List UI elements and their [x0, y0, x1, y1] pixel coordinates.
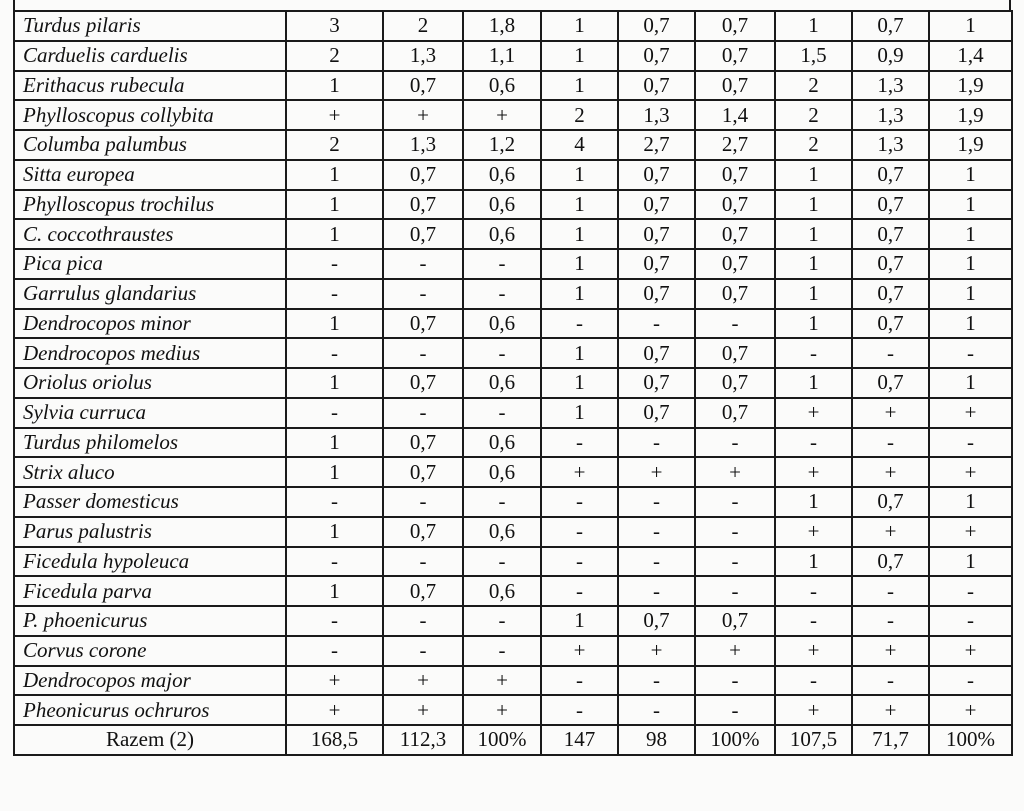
value-cell: 1 [929, 368, 1012, 398]
value-cell: 168,5 [286, 725, 383, 755]
value-cell: 1 [541, 338, 618, 368]
value-cell: 1 [929, 547, 1012, 577]
table-row [14, 576, 1012, 606]
value-cell: 1,4 [929, 41, 1012, 71]
value-cell: 0,7 [383, 309, 463, 339]
value-cell: 0,6 [463, 190, 541, 220]
value-cell: - [541, 666, 618, 696]
value-cell: 0,7 [618, 279, 695, 309]
value-cell: 0,7 [695, 368, 775, 398]
value-cell: 1 [929, 160, 1012, 190]
value-cell: 1 [286, 160, 383, 190]
value-cell: 0,7 [695, 41, 775, 71]
value-cell: 1 [775, 219, 852, 249]
value-cell: 1 [929, 249, 1012, 279]
value-cell: 0,7 [618, 338, 695, 368]
value-cell: 2 [541, 100, 618, 130]
value-cell: + [695, 636, 775, 666]
value-cell: 0,7 [695, 160, 775, 190]
value-cell: - [775, 606, 852, 636]
value-cell: + [775, 398, 852, 428]
value-cell: 1 [286, 576, 383, 606]
species-name: C. coccothraustes [14, 219, 286, 249]
value-cell: 0,7 [383, 428, 463, 458]
value-cell: 0,7 [852, 219, 929, 249]
value-cell: - [618, 666, 695, 696]
species-abundance-table [13, 10, 1013, 756]
table-row [14, 100, 1012, 130]
value-cell: 1 [929, 219, 1012, 249]
value-cell: - [775, 428, 852, 458]
value-cell: 0,7 [383, 517, 463, 547]
value-cell: + [775, 517, 852, 547]
value-cell: 0,7 [695, 190, 775, 220]
value-cell: 0,7 [852, 309, 929, 339]
value-cell: + [383, 695, 463, 725]
value-cell: - [541, 309, 618, 339]
species-name: Carduelis carduelis [14, 41, 286, 71]
table-row [14, 487, 1012, 517]
value-cell: - [695, 666, 775, 696]
value-cell: - [695, 487, 775, 517]
species-name: P. phoenicurus [14, 606, 286, 636]
value-cell: + [383, 100, 463, 130]
table-row [14, 11, 1012, 41]
value-cell: 112,3 [383, 725, 463, 755]
value-cell: + [541, 457, 618, 487]
table-row [14, 249, 1012, 279]
species-name: Oriolus oriolus [14, 368, 286, 398]
value-cell: 0,6 [463, 576, 541, 606]
value-cell: 1,1 [463, 41, 541, 71]
value-cell: 0,7 [852, 487, 929, 517]
value-cell: 0,7 [852, 249, 929, 279]
value-cell: 1 [929, 279, 1012, 309]
value-cell: - [383, 606, 463, 636]
value-cell: + [775, 695, 852, 725]
value-cell: 0,7 [383, 160, 463, 190]
value-cell: - [695, 309, 775, 339]
value-cell: - [775, 338, 852, 368]
value-cell: + [695, 457, 775, 487]
value-cell: - [541, 428, 618, 458]
value-cell: 71,7 [852, 725, 929, 755]
value-cell: 1 [286, 368, 383, 398]
value-cell: - [541, 576, 618, 606]
value-cell: 1 [775, 309, 852, 339]
value-cell: 0,7 [383, 219, 463, 249]
value-cell: - [775, 576, 852, 606]
species-name: Dendrocopos medius [14, 338, 286, 368]
value-cell: 1,3 [618, 100, 695, 130]
value-cell: 1 [286, 517, 383, 547]
species-name: Phylloscopus collybita [14, 100, 286, 130]
value-cell: 0,7 [383, 576, 463, 606]
value-cell: 0,6 [463, 457, 541, 487]
table-row [14, 666, 1012, 696]
value-cell: + [852, 636, 929, 666]
value-cell: 1 [541, 11, 618, 41]
value-cell: + [852, 457, 929, 487]
table-row [14, 219, 1012, 249]
value-cell: 1 [775, 190, 852, 220]
value-cell: 3 [286, 11, 383, 41]
value-cell: - [383, 249, 463, 279]
value-cell: - [541, 695, 618, 725]
value-cell: - [695, 517, 775, 547]
value-cell: 0,7 [695, 249, 775, 279]
value-cell: 0,7 [695, 71, 775, 101]
value-cell: 0,7 [383, 71, 463, 101]
value-cell: + [618, 457, 695, 487]
value-cell: 0,6 [463, 219, 541, 249]
value-cell: + [383, 666, 463, 696]
value-cell: 1 [286, 219, 383, 249]
value-cell: 0,7 [852, 190, 929, 220]
table-row [14, 309, 1012, 339]
value-cell: 0,7 [618, 368, 695, 398]
value-cell: + [775, 457, 852, 487]
value-cell: 1 [541, 249, 618, 279]
value-cell: 1,8 [463, 11, 541, 41]
value-cell: 0,9 [852, 41, 929, 71]
value-cell: 0,7 [695, 219, 775, 249]
value-cell: 0,7 [852, 160, 929, 190]
species-name: Phylloscopus trochilus [14, 190, 286, 220]
value-cell: + [775, 636, 852, 666]
value-cell: 98 [618, 725, 695, 755]
value-cell: 1 [541, 368, 618, 398]
value-cell: + [286, 695, 383, 725]
value-cell: - [286, 398, 383, 428]
value-cell: 2,7 [695, 130, 775, 160]
value-cell: - [775, 666, 852, 696]
value-cell: - [463, 606, 541, 636]
value-cell: + [852, 517, 929, 547]
value-cell: 1 [775, 11, 852, 41]
value-cell: + [929, 398, 1012, 428]
value-cell: - [618, 428, 695, 458]
species-name: Columba palumbus [14, 130, 286, 160]
value-cell: + [852, 398, 929, 428]
value-cell: + [852, 695, 929, 725]
table-row [14, 338, 1012, 368]
value-cell: 0,7 [618, 398, 695, 428]
value-cell: - [463, 338, 541, 368]
value-cell: - [695, 428, 775, 458]
value-cell: 1 [541, 160, 618, 190]
value-cell: 0,7 [383, 368, 463, 398]
value-cell: 147 [541, 725, 618, 755]
value-cell: 2,7 [618, 130, 695, 160]
value-cell: - [541, 547, 618, 577]
value-cell: + [929, 517, 1012, 547]
value-cell: 1 [775, 249, 852, 279]
value-cell: 1 [541, 219, 618, 249]
value-cell: 1 [929, 309, 1012, 339]
value-cell: 0,7 [618, 71, 695, 101]
value-cell: - [286, 249, 383, 279]
species-name: Pica pica [14, 249, 286, 279]
value-cell: 4 [541, 130, 618, 160]
table-row [14, 279, 1012, 309]
species-name: Pheonicurus ochruros [14, 695, 286, 725]
value-cell: 1 [929, 190, 1012, 220]
value-cell: - [618, 547, 695, 577]
value-cell: 1 [929, 11, 1012, 41]
value-cell: + [463, 695, 541, 725]
value-cell: 1 [541, 606, 618, 636]
value-cell: 0,6 [463, 71, 541, 101]
value-cell: - [695, 547, 775, 577]
value-cell: 107,5 [775, 725, 852, 755]
value-cell: + [286, 100, 383, 130]
value-cell: 1 [775, 160, 852, 190]
table-row [14, 636, 1012, 666]
value-cell: 0,7 [695, 606, 775, 636]
value-cell: 2 [775, 130, 852, 160]
value-cell: - [463, 636, 541, 666]
value-cell: 0,7 [618, 11, 695, 41]
value-cell: 0,7 [695, 11, 775, 41]
value-cell: 1 [775, 547, 852, 577]
value-cell: 1,9 [929, 100, 1012, 130]
value-cell: + [541, 636, 618, 666]
value-cell: 1,3 [852, 100, 929, 130]
value-cell: 1,3 [852, 130, 929, 160]
value-cell: - [929, 666, 1012, 696]
value-cell: 0,6 [463, 309, 541, 339]
value-cell: 1 [775, 279, 852, 309]
value-cell: - [618, 309, 695, 339]
table-row [14, 428, 1012, 458]
value-cell: - [463, 398, 541, 428]
value-cell: + [463, 100, 541, 130]
value-cell: 0,6 [463, 428, 541, 458]
total-label: Razem (2) [14, 725, 286, 755]
value-cell: 1,5 [775, 41, 852, 71]
value-cell: 1 [286, 190, 383, 220]
species-name: Erithacus rubecula [14, 71, 286, 101]
value-cell: 0,6 [463, 517, 541, 547]
value-cell: 2 [286, 41, 383, 71]
value-cell: 1,4 [695, 100, 775, 130]
value-cell: 0,7 [852, 547, 929, 577]
value-cell: + [463, 666, 541, 696]
table-row [14, 547, 1012, 577]
value-cell: 0,7 [618, 190, 695, 220]
table-row [14, 398, 1012, 428]
table-row [14, 695, 1012, 725]
value-cell: - [463, 249, 541, 279]
value-cell: 2 [286, 130, 383, 160]
species-name: Dendrocopos minor [14, 309, 286, 339]
value-cell: 0,7 [695, 279, 775, 309]
value-cell: 1 [775, 368, 852, 398]
value-cell: - [929, 338, 1012, 368]
value-cell: - [383, 338, 463, 368]
value-cell: 1 [929, 487, 1012, 517]
value-cell: 1,3 [383, 130, 463, 160]
value-cell: 0,7 [618, 41, 695, 71]
value-cell: - [852, 606, 929, 636]
value-cell: 1,3 [852, 71, 929, 101]
value-cell: 100% [929, 725, 1012, 755]
value-cell: 0,7 [852, 368, 929, 398]
value-cell: - [929, 606, 1012, 636]
value-cell: - [463, 487, 541, 517]
value-cell: 0,7 [618, 249, 695, 279]
value-cell: 1 [541, 398, 618, 428]
value-cell: - [618, 576, 695, 606]
value-cell: 1,9 [929, 130, 1012, 160]
species-name: Turdus pilaris [14, 11, 286, 41]
value-cell: 2 [383, 11, 463, 41]
value-cell: 0,7 [695, 398, 775, 428]
value-cell: 0,6 [463, 160, 541, 190]
value-cell: 0,7 [383, 190, 463, 220]
species-name: Ficedula hypoleuca [14, 547, 286, 577]
value-cell: 100% [463, 725, 541, 755]
table-body [14, 11, 1012, 755]
value-cell: 100% [695, 725, 775, 755]
value-cell: 1,3 [383, 41, 463, 71]
value-cell: - [852, 428, 929, 458]
value-cell: - [383, 636, 463, 666]
value-cell: - [852, 338, 929, 368]
value-cell: 1 [775, 487, 852, 517]
value-cell: - [286, 636, 383, 666]
value-cell: 1 [541, 190, 618, 220]
value-cell: - [383, 547, 463, 577]
table-row [14, 606, 1012, 636]
value-cell: - [852, 576, 929, 606]
value-cell: - [463, 279, 541, 309]
value-cell: 1 [541, 41, 618, 71]
species-name: Turdus philomelos [14, 428, 286, 458]
value-cell: + [286, 666, 383, 696]
value-cell: - [286, 279, 383, 309]
value-cell: - [286, 487, 383, 517]
table-row [14, 457, 1012, 487]
value-cell: 2 [775, 71, 852, 101]
value-cell: + [929, 636, 1012, 666]
species-name: Passer domesticus [14, 487, 286, 517]
value-cell: 0,7 [383, 457, 463, 487]
table-row [14, 190, 1012, 220]
value-cell: - [541, 487, 618, 517]
species-name: Dendrocopos major [14, 666, 286, 696]
value-cell: - [618, 487, 695, 517]
value-cell: - [618, 695, 695, 725]
value-cell: - [695, 576, 775, 606]
total-row [14, 725, 1012, 755]
value-cell: - [929, 576, 1012, 606]
value-cell: - [618, 517, 695, 547]
value-cell: - [852, 666, 929, 696]
value-cell: 1,2 [463, 130, 541, 160]
value-cell: 0,7 [618, 160, 695, 190]
species-name: Corvus corone [14, 636, 286, 666]
value-cell: 0,7 [852, 279, 929, 309]
value-cell: 0,7 [618, 606, 695, 636]
value-cell: 0,7 [618, 219, 695, 249]
table-row [14, 130, 1012, 160]
value-cell: + [618, 636, 695, 666]
value-cell: - [541, 517, 618, 547]
species-name: Sylvia curruca [14, 398, 286, 428]
value-cell: - [929, 428, 1012, 458]
value-cell: 1 [286, 428, 383, 458]
species-name: Garrulus glandarius [14, 279, 286, 309]
value-cell: 0,7 [852, 11, 929, 41]
species-name: Parus palustris [14, 517, 286, 547]
value-cell: 1 [286, 457, 383, 487]
value-cell: - [286, 338, 383, 368]
value-cell: 1 [286, 309, 383, 339]
value-cell: - [695, 695, 775, 725]
value-cell: 1 [541, 279, 618, 309]
value-cell: 1,9 [929, 71, 1012, 101]
value-cell: 0,6 [463, 368, 541, 398]
species-name: Strix aluco [14, 457, 286, 487]
table-row [14, 368, 1012, 398]
value-cell: - [286, 606, 383, 636]
value-cell: 1 [541, 71, 618, 101]
table-row [14, 160, 1012, 190]
value-cell: + [929, 457, 1012, 487]
value-cell: + [929, 695, 1012, 725]
value-cell: - [383, 279, 463, 309]
value-cell: - [383, 487, 463, 517]
value-cell: 2 [775, 100, 852, 130]
table-row [14, 517, 1012, 547]
table-row [14, 41, 1012, 71]
value-cell: 0,7 [695, 338, 775, 368]
value-cell: - [286, 547, 383, 577]
value-cell: - [463, 547, 541, 577]
species-name: Sitta europea [14, 160, 286, 190]
value-cell: 1 [286, 71, 383, 101]
table-row [14, 71, 1012, 101]
species-name: Ficedula parva [14, 576, 286, 606]
value-cell: - [383, 398, 463, 428]
